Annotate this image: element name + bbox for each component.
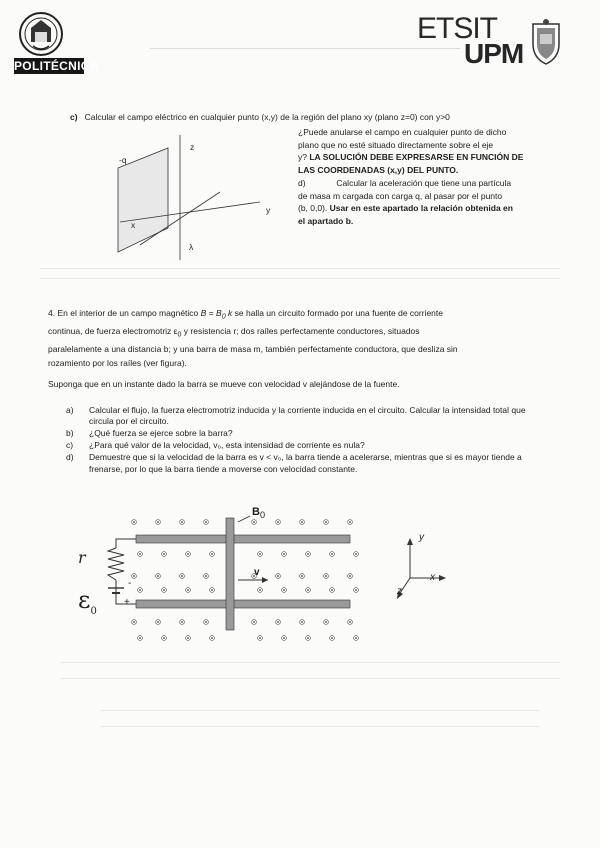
label-r: r [78, 548, 86, 567]
part-label: c) [70, 112, 78, 122]
field-dot-center [211, 637, 213, 639]
field-dot-center [283, 589, 285, 591]
field-dot-center [253, 621, 255, 623]
field-dot-center [133, 621, 135, 623]
label-B-sub: 0 [259, 510, 266, 521]
circuit-figure [78, 500, 368, 645]
part-label: d) [66, 452, 74, 463]
axis-label-z: z [397, 586, 402, 597]
resistor-icon [108, 548, 124, 580]
bleed-line [100, 726, 540, 727]
label-plus: + [124, 597, 130, 608]
field-dot-center [211, 589, 213, 591]
part-label: a) [66, 405, 74, 415]
part-label: c) [66, 440, 74, 451]
field-dot-center [187, 589, 189, 591]
field-dot-center [331, 589, 333, 591]
sliding-bar [226, 518, 234, 630]
field-dot-center [331, 553, 333, 555]
problem4-intro-4: rozamiento por los raíles (ver figura). [48, 358, 187, 369]
field-dot-center [349, 621, 351, 623]
field-dot-center [277, 575, 279, 577]
part-item [66, 452, 528, 475]
x-arrowhead [439, 575, 446, 581]
field-dot-center [355, 589, 357, 591]
field-dot-center [355, 553, 357, 555]
field-dot-center [301, 521, 303, 523]
field-dot-center [325, 575, 327, 577]
bleed-line [40, 268, 560, 269]
field-dot-center [163, 637, 165, 639]
problem4-intro-2b: y resistencia r; dos raíles perfectamente conductores, situados [183, 325, 420, 336]
bleed-line [40, 278, 560, 279]
field-dot-center [139, 637, 141, 639]
field-dot-center [205, 575, 207, 577]
field-dot-center [181, 621, 183, 623]
upm-logo-text: UPM [464, 38, 524, 69]
part-label: b) [66, 428, 74, 439]
problem3-right-column [298, 126, 570, 228]
label-x: x [131, 220, 136, 230]
field-dot-center [139, 553, 141, 555]
upm-crest-icon [527, 18, 565, 66]
field-dot-center [157, 621, 159, 623]
label-v: v [254, 567, 260, 578]
problem3-c-bold-2: LAS COORDENADAS (x,y) DEL PUNTO. [298, 165, 459, 176]
label-epsilon0 [78, 586, 97, 617]
field-dot-center [277, 521, 279, 523]
part-text: ¿Para qué valor de la velocidad, v₀, esta intensidad de corriente es nula? [89, 440, 365, 451]
field-dot-center [277, 621, 279, 623]
part-item [66, 428, 528, 439]
problem3-d-text-3: (b, 0,0). [298, 203, 328, 214]
field-dot-center [307, 589, 309, 591]
problem4-intro [48, 306, 570, 371]
epsilon-sub: 0 [177, 330, 182, 339]
problem4-parts [66, 405, 528, 475]
label-B-main: B [252, 506, 260, 518]
etsit-logo-text: ETSIT [417, 12, 498, 45]
problem3-c-text: Calcular el campo eléctrico en cualquier punto (x,y) de la región del plano xy (plano z=0) con y>0 [84, 112, 450, 122]
part-label: d) [298, 177, 306, 188]
part-text: Calcular el flujo, la fuerza electromotriz inducida y la corriente inducida en el circuito. Calcular la intensidad total que circula por el circuito. [89, 405, 526, 427]
axis-label-x: x [430, 572, 435, 583]
part-text: ¿Qué fuerza se ejerce sobre la barra? [89, 428, 233, 439]
label-z: z [190, 142, 195, 152]
field-dot-center [301, 575, 303, 577]
problem4-suppose: Suponga que en un instante dado la barra se mueve con velocidad v alejándose de la fuente. [48, 379, 400, 389]
field-dot-center [259, 553, 261, 555]
field-dot-center [139, 589, 141, 591]
field-dot-center [187, 553, 189, 555]
label-B0 [252, 506, 265, 522]
field-dot-center [187, 637, 189, 639]
field-dot-center [283, 553, 285, 555]
field-formula [200, 308, 233, 321]
field-dot-center [157, 575, 159, 577]
field-dot-center [325, 521, 327, 523]
field-dot-center [205, 521, 207, 523]
part-item [66, 440, 528, 451]
field-formula-main: B = B [200, 308, 222, 318]
problem4-intro-3: paralelamente a una distancia b; y una barra de masa m, también perfectamente conductora, que desliza sin [48, 343, 458, 354]
field-dot-center [205, 621, 207, 623]
problem3-d-text-1: Calcular la aceleración que tiene una partícula [336, 177, 512, 188]
politecnica-logo-text: POLITÉCNICA [14, 59, 99, 73]
bleed-line [60, 662, 560, 663]
field-dot-center [283, 637, 285, 639]
parts-list [66, 405, 528, 475]
problem4-intro-2a: continua, de fuerza electromotriz ε [48, 325, 178, 336]
field-dot-center [307, 637, 309, 639]
problem3-d-bold-1: Usar en este apartado la relación obtenida en [329, 203, 513, 214]
field-dot-center [157, 521, 159, 523]
field-dot-center [307, 553, 309, 555]
label-eps-sub: 0 [90, 605, 97, 617]
field-dot-center [301, 621, 303, 623]
field-dot-center [349, 521, 351, 523]
bleed-line [100, 710, 540, 711]
axes-figure [395, 530, 455, 605]
header-faint-line [150, 48, 460, 49]
y-arrowhead [407, 538, 413, 545]
label-minus: - [128, 578, 132, 589]
field-dot-center [349, 575, 351, 577]
problem3-d-text-2: de masa m cargada con carga q, al pasar por el punto [298, 190, 503, 201]
problem4-intro-1a: En el interior de un campo magnético [57, 308, 199, 318]
problem4-intro-1b: se halla un circuito formado por una fuente de corriente [234, 308, 443, 318]
field-dot-center [133, 521, 135, 523]
field-dot-center [259, 589, 261, 591]
b-label-line [238, 516, 250, 522]
unit-vector-k: k [228, 308, 233, 318]
field-dot-center [163, 589, 165, 591]
field-formula-sub: 0 [221, 312, 226, 321]
problem3-c-line1 [70, 111, 570, 124]
label-lambda: λ [189, 242, 194, 252]
field-dot-center [259, 637, 261, 639]
label-eps-main: ε [78, 586, 91, 614]
label-minus-q: -q [119, 155, 127, 165]
top-rail [136, 535, 350, 543]
field-dot-center [325, 621, 327, 623]
axis-label-y: y [419, 532, 424, 543]
problem3-d-bold-2: el apartado b. [298, 215, 354, 226]
bleed-line [60, 678, 560, 679]
problem3-c-text-2: ¿Puede anularse el campo en cualquier punto de dicho [298, 127, 507, 137]
source-wire [116, 539, 136, 604]
problem3-c-bold-1: LA SOLUCIÓN DEBE EXPRESARSE EN FUNCIÓN DE [309, 152, 524, 163]
problem3-c-text-3: plano que no esté situado directamente sobre el eje [298, 139, 494, 150]
field-dot-center [355, 637, 357, 639]
velocity-arrowhead [262, 577, 268, 583]
part-item [66, 405, 528, 428]
field-dot-center [211, 553, 213, 555]
upm-seal-logo [18, 10, 64, 60]
label-y: y [266, 205, 271, 215]
bottom-rail [136, 600, 350, 608]
field-dot-center [163, 553, 165, 555]
field-dot-center [331, 637, 333, 639]
field-dot-center [181, 575, 183, 577]
problem-number: 4. [48, 308, 56, 318]
problem3-c-text-4: y? [298, 152, 307, 163]
part-text: Demuestre que si la velocidad de la barra es v < v₀, la barra tiende a acelerarse, mientras que si es mayor tiende a frenarse, por lo que la barra tiende a moverse con velocidad constante. [89, 452, 522, 474]
field-dot-center [133, 575, 135, 577]
field-dot-center [181, 521, 183, 523]
